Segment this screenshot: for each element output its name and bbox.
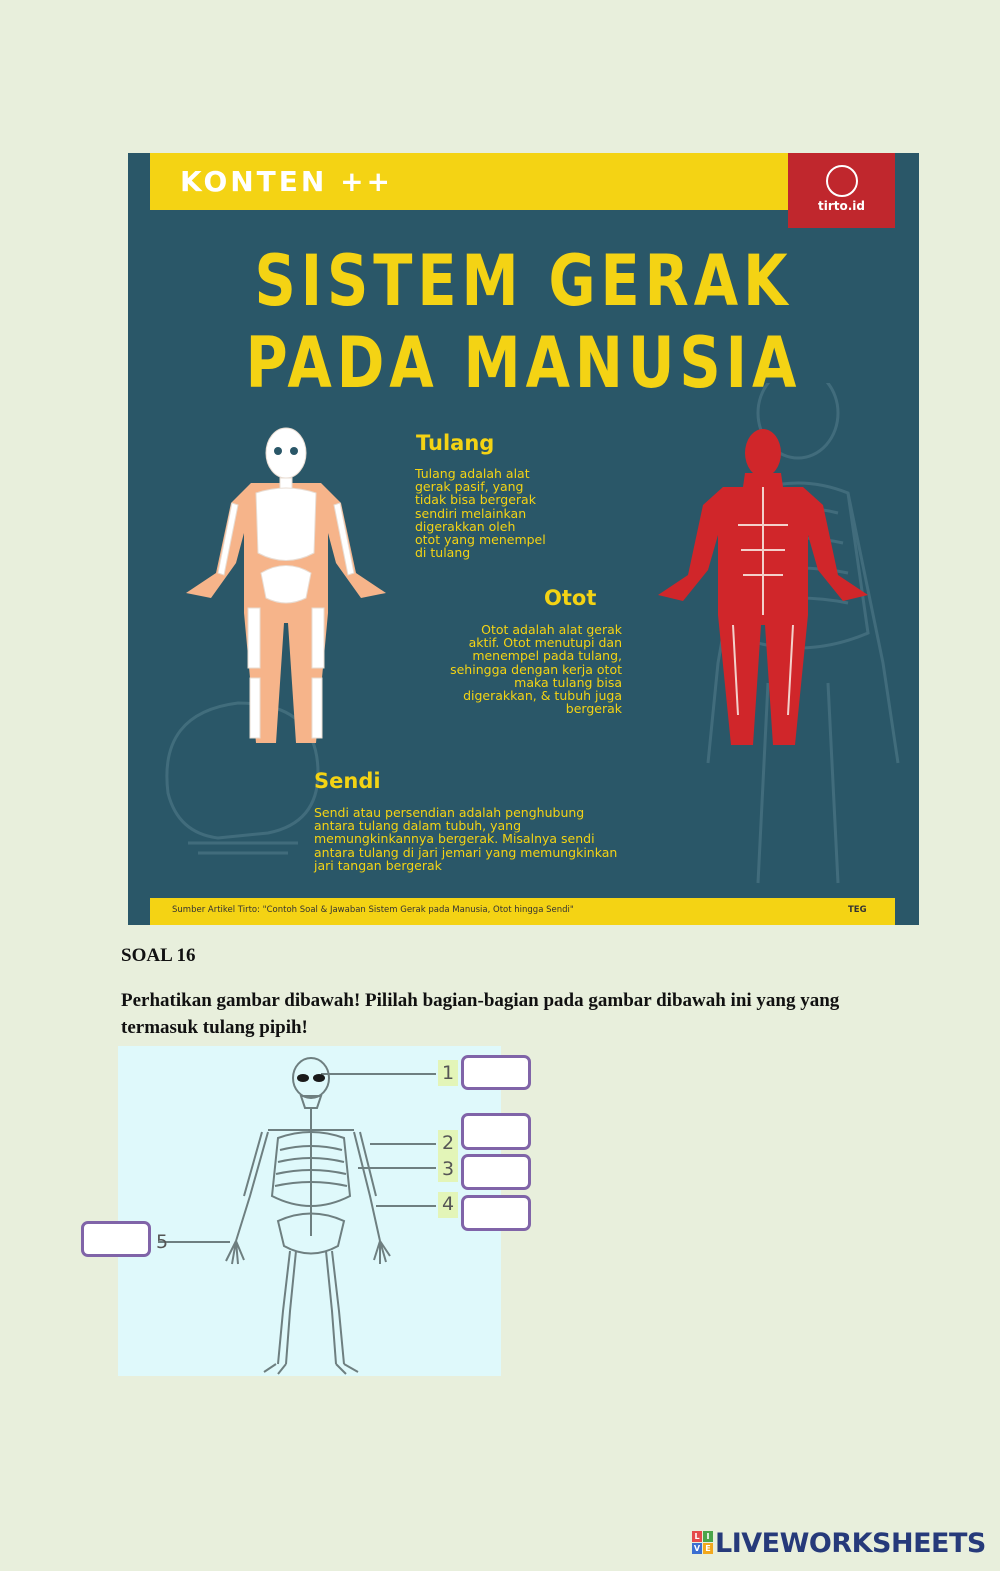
otot-line: menempel pada tulang,	[472, 648, 622, 664]
label-number: 4	[442, 1193, 455, 1215]
tulang-heading: Tulang	[416, 431, 495, 455]
sendi-heading: Sendi	[314, 769, 381, 793]
tulang-line: di tulang	[415, 545, 471, 561]
source-text: Sumber Artikel Tirto: "Contoh Soal & Jawaban Sistem Gerak pada Manusia, Otot hingga Sendi"	[172, 905, 574, 915]
infographic-poster	[128, 153, 919, 925]
liveworksheets-grid-icon: L I V E	[692, 1531, 714, 1555]
tulang-line: gerak pasif, yang	[415, 479, 524, 495]
otot-line: Otot adalah alat gerak	[481, 622, 622, 637]
label-number: 2	[442, 1132, 455, 1154]
poster-badge: KONTEN ++	[180, 165, 394, 198]
poster-title-line1: SISTEM GERAK	[254, 240, 793, 322]
credit-text: TEG	[848, 905, 867, 915]
answer-box-5[interactable]	[81, 1221, 151, 1257]
sendi-line: jari tangan bergerak	[314, 857, 442, 873]
label-number: 5	[156, 1231, 169, 1253]
tirto-logo-text: tirto.id	[817, 199, 865, 213]
sendi-line: antara tulang di jari jemari yang memungkinkan	[314, 844, 618, 860]
tulang-line: otot yang menempel	[415, 532, 546, 548]
tulang-line: digerakkan oleh	[415, 518, 516, 534]
label-number: 3	[442, 1158, 455, 1180]
sendi-line: Sendi atau persendian adalah penghubung	[314, 805, 585, 820]
tulang-line: sendiri melainkan	[415, 505, 527, 521]
answer-box-4[interactable]	[461, 1195, 531, 1231]
tulang-line: Tulang adalah alat	[415, 466, 530, 481]
otot-line: bergerak	[565, 701, 622, 717]
question-title: SOAL 16	[121, 945, 196, 966]
answer-box-2[interactable]	[461, 1113, 531, 1150]
answer-box-1[interactable]	[461, 1055, 531, 1090]
tirto-logo	[788, 153, 895, 228]
muscle-figure-icon	[633, 425, 893, 755]
liveworksheets-brand: LIVEWORKSHEETS	[715, 1528, 986, 1559]
otot-line: digerakkan, & tubuh juga	[463, 688, 622, 704]
sendi-line: antara tulang dalam tubuh, yang	[314, 818, 522, 834]
answer-box-3[interactable]	[461, 1154, 531, 1190]
otot-heading: Otot	[544, 586, 597, 610]
tulang-line: tidak bisa bergerak	[415, 492, 536, 508]
label-number: 1	[442, 1062, 455, 1084]
otot-line: maka tulang bisa	[514, 674, 622, 690]
source-bar	[150, 898, 895, 925]
otot-line: aktif. Otot menutupi dan	[468, 635, 622, 651]
question-text: Perhatikan gambar dibawah! Pililah bagian-bagian pada gambar dibawah ini yang yang termasuk tulang pipih!	[121, 990, 840, 1038]
tulang-text	[415, 467, 546, 559]
sendi-line: memungkinkannya bergerak. Misalnya sendi	[314, 831, 595, 847]
poster-title-line2: PADA MANUSIA	[245, 322, 802, 404]
tirto-logo-icon	[826, 165, 858, 197]
sendi-text	[314, 806, 617, 872]
otot-line: sehingga dengan kerja otot	[450, 661, 622, 677]
otot-text	[390, 623, 622, 715]
skeleton-figure-icon	[156, 423, 416, 753]
poster-top-bar	[150, 153, 810, 210]
